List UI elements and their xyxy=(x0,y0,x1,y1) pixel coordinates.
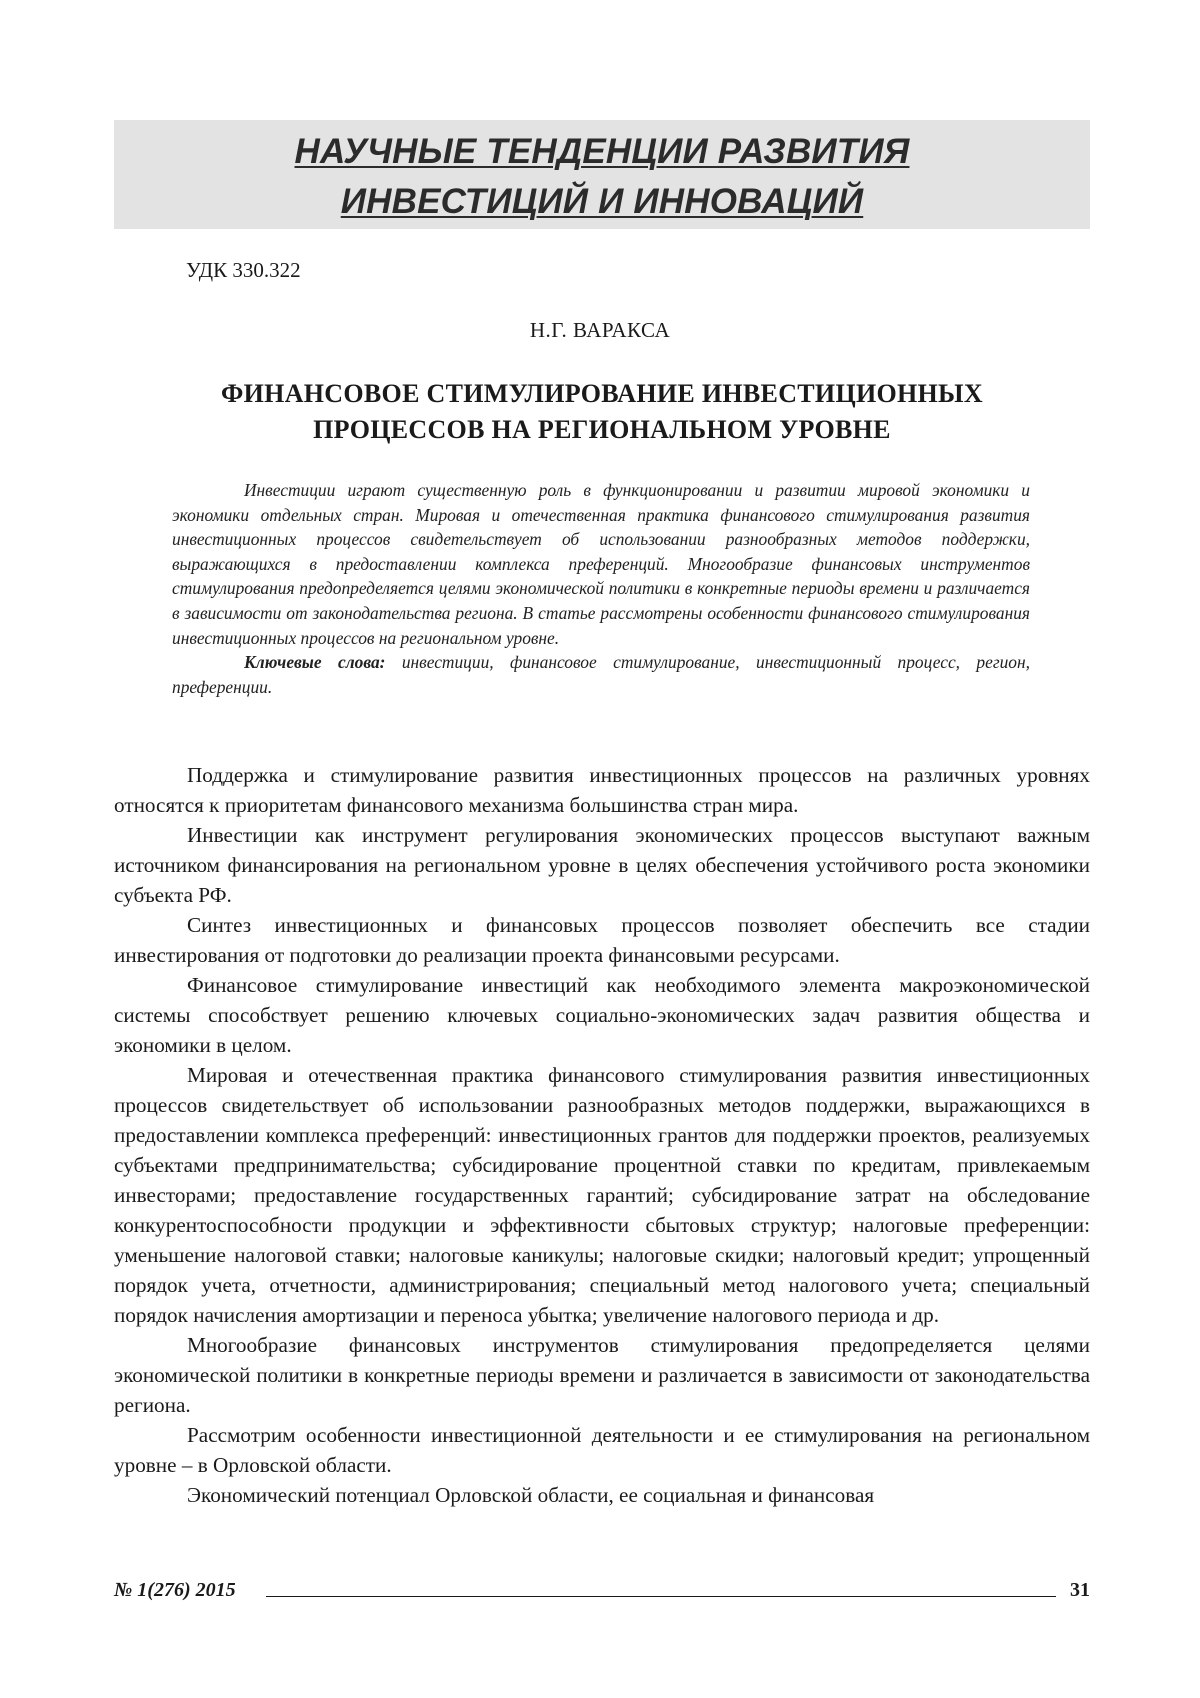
body-paragraph: Финансовое стимулирование инвестиций как необходимого элемента макроэкономической системы способствует решению ключевых социально-экономических задач развития общества и экономики в целом. xyxy=(114,970,1090,1060)
keywords-label: Ключевые слова: xyxy=(244,652,385,672)
article-title xyxy=(114,376,1090,448)
article-body xyxy=(114,760,1090,1510)
udc-code: УДК 330.322 xyxy=(186,258,301,283)
footer-rule xyxy=(266,1596,1056,1597)
abstract xyxy=(172,478,1030,699)
author-name: Н.Г. ВАРАКСА xyxy=(0,318,1200,343)
body-paragraph: Рассмотрим особенности инвестиционной деятельности и ее стимулирования на региональном уровне – в Орловской области. xyxy=(114,1420,1090,1480)
page-number: 31 xyxy=(1070,1579,1090,1602)
article-title-line-2: ПРОЦЕССОВ НА РЕГИОНАЛЬНОМ УРОВНЕ xyxy=(114,412,1090,448)
section-header-banner xyxy=(114,120,1090,229)
body-paragraph: Инвестиции как инструмент регулирования экономических процессов выступают важным источником финансирования на региональном уровне в целях обеспечения устойчивого роста экономики субъекта РФ. xyxy=(114,820,1090,910)
body-paragraph: Мировая и отечественная практика финансового стимулирования развития инвестиционных процессов свидетельствует об использовании разнообразных методов поддержки, выражающихся в предоставлении комплекса преференций: инвестиционных грантов для поддержки проектов, реализуемых субъектами предпринимательства; субсидирование процентной ставки по кредитам, привлекаемым инвесторами; предоставление государственных гарантий; субсидирование затрат на обследование конкурентоспособности продукции и эффективности сбытовых структур; налоговые преференции: уменьшение налоговой ставки; налоговые каникулы; налоговые скидки; налоговый кредит; упрощенный порядок учета, отчетности, администрирования; специальный метод налогового учета; специальный порядок начисления амортизации и переноса убытка; увеличение налогового периода и др. xyxy=(114,1060,1090,1330)
abstract-text: Инвестиции играют существенную роль в функционировании и развитии мировой экономики и экономики отдельных стран. Мировая и отечественная практика финансового стимулирования развития инвестиционных процессов свидетельствует об использовании разнообразных методов поддержки, выражающихся в предоставлении комплекса преференций. Многообразие финансовых инструментов стимулирования предопределяется целями экономической политики в конкретные периоды времени и различается в зависимости от законодательства региона. В статье рассмотрены особенности финансового стимулирования инвестиционных процессов на региональном уровне. xyxy=(172,478,1030,650)
body-paragraph: Многообразие финансовых инструментов стимулирования предопределяется целями экономической политики в конкретные периоды времени и различается в зависимости от законодательства региона. xyxy=(114,1330,1090,1420)
section-title-line-2: ИНВЕСТИЦИЙ И ИННОВАЦИЙ xyxy=(114,177,1090,227)
keywords-list: инвестиции, финансовое стимулирование, инвестиционный процесс, регион, преференции. xyxy=(172,652,1030,697)
article-title-line-1: ФИНАНСОВОЕ СТИМУЛИРОВАНИЕ ИНВЕСТИЦИОННЫХ xyxy=(114,376,1090,412)
section-title-line-1: НАУЧНЫЕ ТЕНДЕНЦИИ РАЗВИТИЯ xyxy=(114,127,1090,177)
body-paragraph: Экономический потенциал Орловской области, ее социальная и финансовая xyxy=(114,1480,1090,1510)
keywords xyxy=(172,650,1030,699)
issue-number: № 1(276) 2015 xyxy=(114,1579,236,1602)
body-paragraph: Поддержка и стимулирование развития инвестиционных процессов на различных уровнях относятся к приоритетам финансового механизма большинства стран мира. xyxy=(114,760,1090,820)
body-paragraph: Синтез инвестиционных и финансовых процессов позволяет обеспечить все стадии инвестирования от подготовки до реализации проекта финансовыми ресурсами. xyxy=(114,910,1090,970)
page-footer xyxy=(114,1579,1090,1609)
